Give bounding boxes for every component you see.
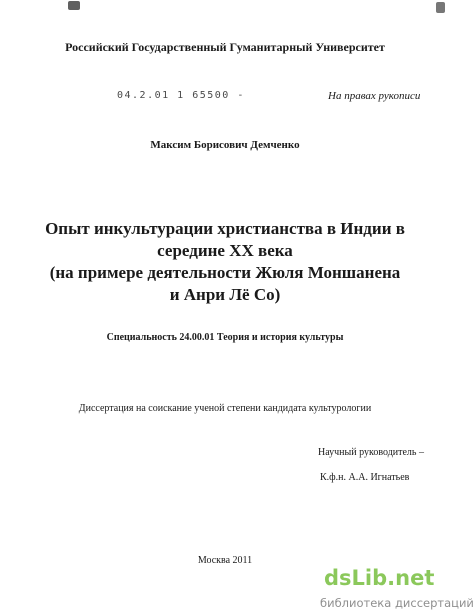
dslib-watermark[interactable]: [320, 566, 474, 612]
library-stamp-number: 04.2.01 1 65500 -: [117, 90, 245, 101]
author-name: Максим Борисович Демченко: [150, 139, 300, 151]
scan-artifact-mark: [68, 1, 80, 10]
university-name: Российский Государственный Гуманитарный Университет: [65, 40, 385, 54]
watermark-subtitle: библиотека диссертаций: [320, 596, 474, 610]
dissertation-title: [0, 218, 450, 306]
supervisor-label: Научный руководитель –: [318, 447, 424, 458]
title-line: середине XX века: [157, 241, 293, 260]
title-line: и Анри Лё Со): [169, 285, 281, 304]
degree-statement: Диссертация на соискание ученой степени кандидата культурологии: [78, 403, 372, 414]
watermark-logo: dsLib.net: [324, 566, 435, 590]
specialty-line: Специальность 24.00.01 Теория и история культуры: [106, 332, 344, 343]
city-and-year: Москва 2011: [197, 555, 253, 566]
supervisor-name: К.ф.н. А.А. Игнатьев: [320, 472, 410, 483]
scan-artifact-mark: [436, 2, 445, 13]
title-line: (на примере деятельности Жюля Моншанена: [49, 263, 401, 282]
manuscript-rights-note: На правах рукописи: [328, 90, 421, 102]
title-line: Опыт инкультурации христианства в Индии в: [45, 219, 405, 238]
